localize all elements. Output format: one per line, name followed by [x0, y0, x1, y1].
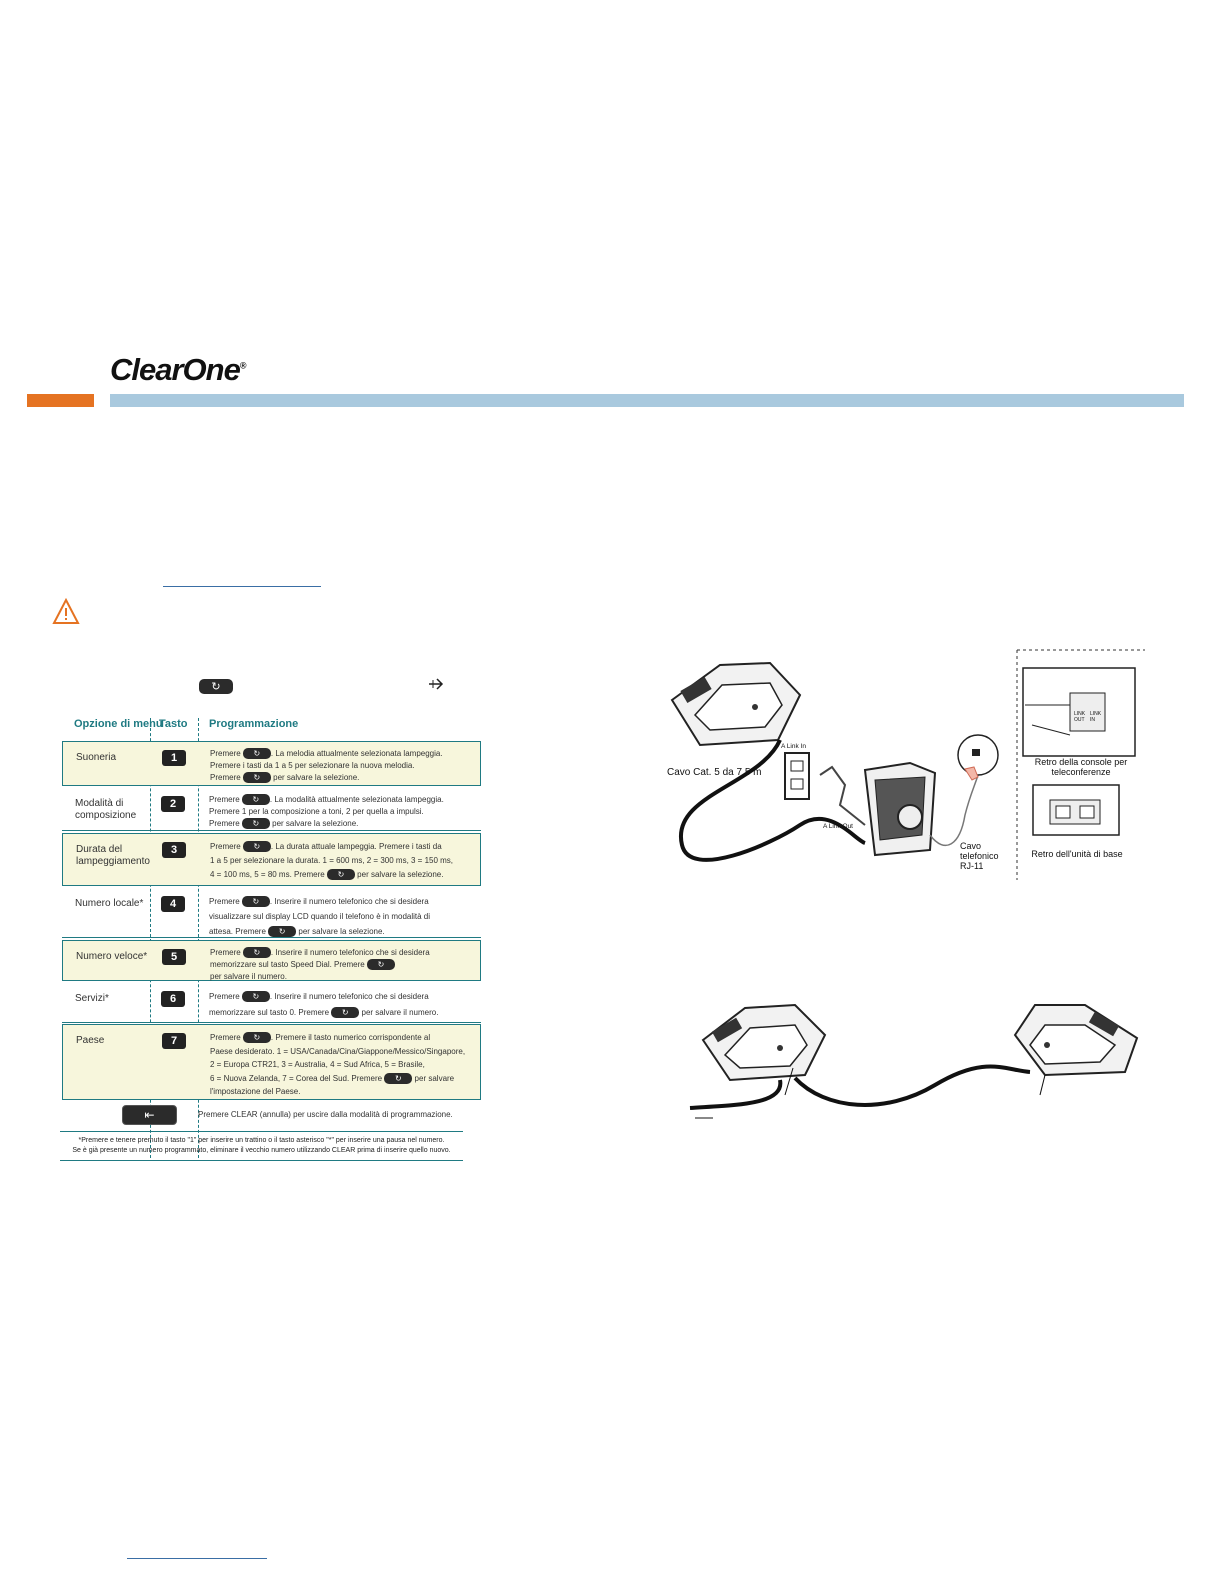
label-jack-link-in: LINK IN — [1090, 711, 1102, 723]
program-key-icon: ↻ — [331, 1007, 359, 1018]
key-3-icon: 3 — [162, 842, 186, 858]
label-phone-cable: Cavo telefonico RJ-11 — [960, 841, 999, 871]
program-key-icon: ↻ — [242, 896, 270, 907]
key-7-icon: 7 — [162, 1033, 186, 1049]
row-programming: Premere ↻ . Inserire il numero telefonico che si desidera memorizzare sul tasto 0. Premere ↻ per salvare il numero. — [209, 992, 439, 1018]
base-rear-icon — [1033, 785, 1119, 835]
power-outlet-icon — [785, 753, 809, 799]
label-base-rear: Retro dell'unità di base — [1031, 849, 1123, 859]
program-key-icon: ↻ — [242, 818, 270, 829]
row-programming: Premere ↻ . Inserire il numero telefonico che si desidera visualizzare sul display LCD quando il telefono è in modalità di attesa. Premere ↻ per salvare la selezione. — [209, 897, 431, 937]
program-key-icon: ↻ — [243, 947, 271, 958]
row-programming: Premere ↻ . Premere il tasto numerico corrispondente al Paese desiderato. 1 = USA/Canada/Cina/Giappone/Messico/Singapore, 2 = Europa CTR21, 3 = Australia, 4 = Sud Africa, 5 = Brasile, 6 = Nuova Zelanda, 7 = Corea del Sud. Premere ↻ per salvare l'impostazione del Paese. — [210, 1033, 466, 1096]
hyperlink-underline[interactable] — [163, 586, 321, 587]
program-key-icon: ↻ — [268, 926, 296, 937]
label-link-in: A Link In — [781, 743, 806, 750]
table-row — [62, 1024, 481, 1100]
key-1-icon: 1 — [162, 750, 186, 766]
table-row — [62, 983, 481, 1023]
row-option: Numero locale* — [75, 898, 144, 909]
conference-console-icon — [672, 663, 800, 745]
orange-accent-bar — [27, 394, 94, 407]
base-unit-icon — [865, 763, 935, 855]
row-programming: Premere ↻ . Inserire il numero telefonico che si desidera memorizzare sul tasto Speed Dial. Premere ↻ per salvare il numero. — [210, 948, 430, 981]
program-key-icon: ↻ — [384, 1073, 412, 1084]
programming-table — [60, 718, 465, 1163]
label-jack-link-out: LINK OUT — [1074, 711, 1086, 723]
program-key-icon: ↻ — [367, 959, 395, 970]
row-programming: Premere ↻ . La durata attuale lampeggia. Premere i tasti da 1 a 5 per selezionare la durata. 1 = 600 ms, 2 = 300 ms, 3 = 150 ms, 4 = 100 ms, 5 = 80 ms. Premere ↻ per salvare la selezione. — [210, 842, 454, 880]
row-programming: Premere ↻ . La melodia attualmente selezionata lampeggia. Premere i tasti da 1 a 5 per selezionare la nuova melodia. Premere ↻ per salvare la selezione. — [210, 749, 443, 783]
header-menu-option: Opzione di menu — [74, 718, 163, 730]
clear-instruction: Premere CLEAR (annulla) per uscire dalla modalità di programmazione. — [198, 1110, 453, 1119]
key-6-icon: 6 — [161, 991, 185, 1007]
row-option: Numero veloce* — [76, 951, 148, 962]
program-key-icon: ↻ — [242, 794, 270, 805]
key-5-icon: 5 — [162, 949, 186, 965]
program-key-icon: ↻ — [327, 869, 355, 880]
row-option: Servizi* — [75, 993, 109, 1004]
program-key-icon: ↻ — [242, 991, 270, 1002]
row-programming: Premere ↻ . La modalità attualmente selezionata lampeggia. Premere 1 per la composizione a toni, 2 per quella a impulsi. Premere ↻ per salvare la selezione. — [209, 795, 444, 829]
conference-console-icon — [1015, 1005, 1137, 1075]
table-row — [62, 741, 481, 786]
program-key-icon: ↻ — [243, 841, 271, 852]
program-key-icon: ↻ — [243, 748, 271, 759]
header-programming: Programmazione — [209, 718, 299, 730]
header-rule — [110, 394, 1184, 407]
table-footnote: *Premere e tenere premuto il tasto "1" per inserire un trattino o il tasto asterisco "*" per inserire una pausa nel numero. Se è già presente un numero programmato, eliminare il vecchio numero utilizzando CLEAR prima di inserire quello nuovo. — [60, 1131, 463, 1161]
label-console-rear: Retro della console per teleconferenze — [1034, 757, 1128, 777]
program-key-icon: ↻ — [243, 1032, 271, 1043]
key-2-icon: 2 — [161, 796, 185, 812]
daisy-chain-diagram — [685, 1000, 1155, 1130]
label-link-out: A Link Out — [823, 823, 853, 830]
row-option: Durata del lampeggiamento — [76, 844, 150, 867]
row-option: Paese — [76, 1035, 105, 1046]
label-cat5-cable: Cavo Cat. 5 da 7,5 m — [667, 767, 762, 778]
row-option: Suoneria — [76, 752, 117, 763]
table-row — [62, 833, 481, 886]
enter-arrow-icon — [428, 676, 446, 692]
key-4-icon: 4 — [161, 896, 185, 912]
conference-console-icon — [703, 1005, 825, 1080]
wall-jack-icon — [958, 735, 998, 780]
header-key: Tasto — [159, 718, 188, 730]
table-row — [62, 940, 481, 981]
program-key-icon: ↻ — [243, 772, 271, 783]
table-row — [62, 788, 481, 831]
program-key-icon: ↻ — [199, 676, 233, 695]
table-row — [62, 888, 481, 938]
hyperlink-underline[interactable] — [127, 1558, 267, 1559]
clearone-logo: ClearOne® — [110, 352, 246, 387]
warning-triangle-icon — [52, 598, 80, 626]
clear-key-icon: ⇤ — [122, 1105, 177, 1125]
row-option: Modalità di composizione — [75, 798, 137, 821]
